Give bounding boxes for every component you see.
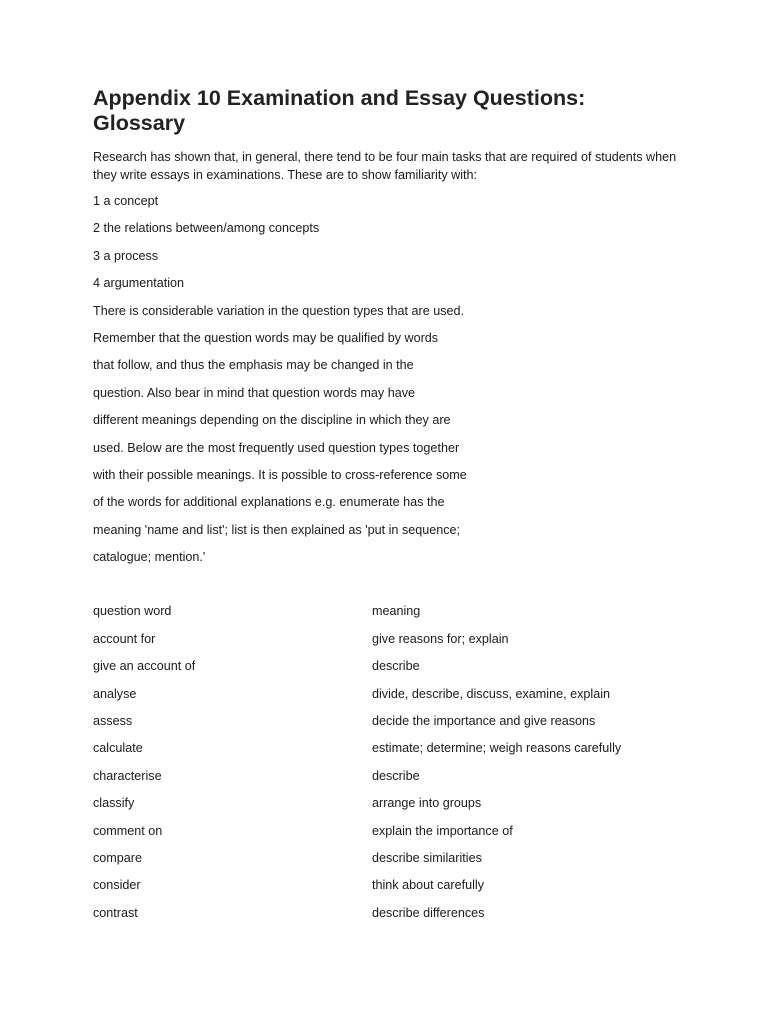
question-word-cell: give an account of (93, 659, 196, 674)
header-question-word: question word (93, 604, 172, 619)
table-row (93, 872, 683, 899)
question-word-cell: calculate (93, 741, 143, 756)
question-word-cell: assess (93, 714, 133, 729)
header-meaning: meaning (372, 604, 421, 619)
meaning-cell: explain the importance of (372, 823, 513, 838)
question-word-cell: account for (93, 631, 156, 646)
question-word-cell: characterise (93, 768, 162, 783)
paragraph-line: that follow, and thus the emphasis may be changed in the (93, 358, 414, 373)
task-item: 4 argumentation (93, 276, 185, 291)
paragraph-line: with their possible meanings. It is possible to cross-reference some (93, 467, 467, 482)
meaning-cell: describe (372, 659, 420, 674)
table-header-row (93, 598, 683, 625)
document-page (93, 86, 683, 927)
question-word-cell: contrast (93, 905, 138, 920)
page-title: Appendix 10 Examination and Essay Questions: Glossary (93, 86, 586, 135)
table-row (93, 653, 683, 680)
meaning-cell: describe similarities (372, 850, 482, 865)
table-row (93, 763, 683, 790)
table-row (93, 818, 683, 845)
paragraph-line: catalogue; mention.' (93, 550, 206, 565)
paragraph-line: meaning 'name and list'; list is then explained as 'put in sequence; (93, 522, 461, 537)
table-row (93, 681, 683, 708)
meaning-cell: divide, describe, discuss, examine, explain (372, 686, 611, 701)
paragraph-line: used. Below are the most frequently used question types together (93, 440, 460, 455)
intro-paragraph: Research has shown that, in general, there tend to be four main tasks that are required of students when they write essays in examinations. These are to show familiarity with: (93, 150, 677, 182)
meaning-cell: estimate; determine; weigh reasons carefully (372, 741, 622, 756)
table-row (93, 626, 683, 653)
question-word-cell: comment on (93, 823, 163, 838)
task-item: 1 a concept (93, 194, 159, 208)
table-row (93, 735, 683, 762)
meaning-cell: think about carefully (372, 878, 485, 893)
table-row (93, 708, 683, 735)
paragraph-line: Remember that the question words may be qualified by words (93, 330, 439, 345)
task-list (93, 188, 683, 298)
paragraph-line: of the words for additional explanations e.g. enumerate has the (93, 495, 445, 510)
paragraph-line: question. Also bear in mind that question words may have (93, 385, 416, 400)
meaning-cell: give reasons for; explain (372, 631, 509, 646)
meaning-cell: describe (372, 768, 420, 783)
paragraph-line: There is considerable variation in the question types that are used. (93, 303, 465, 318)
question-word-cell: consider (93, 878, 141, 893)
meaning-cell: arrange into groups (372, 796, 482, 811)
task-item: 3 a process (93, 248, 159, 263)
paragraph-line: different meanings depending on the discipline in which they are (93, 413, 451, 428)
meaning-cell: describe differences (372, 905, 485, 920)
table-row (93, 790, 683, 817)
meaning-cell: decide the importance and give reasons (372, 714, 596, 729)
table-row (93, 900, 683, 927)
question-word-cell: classify (93, 796, 135, 811)
glossary-table (93, 598, 683, 927)
table-row (93, 845, 683, 872)
section-spacer (93, 571, 683, 598)
question-word-cell: analyse (93, 686, 137, 701)
question-word-cell: compare (93, 850, 142, 865)
explanation-paragraph (93, 298, 683, 572)
task-item: 2 the relations between/among concepts (93, 221, 320, 236)
